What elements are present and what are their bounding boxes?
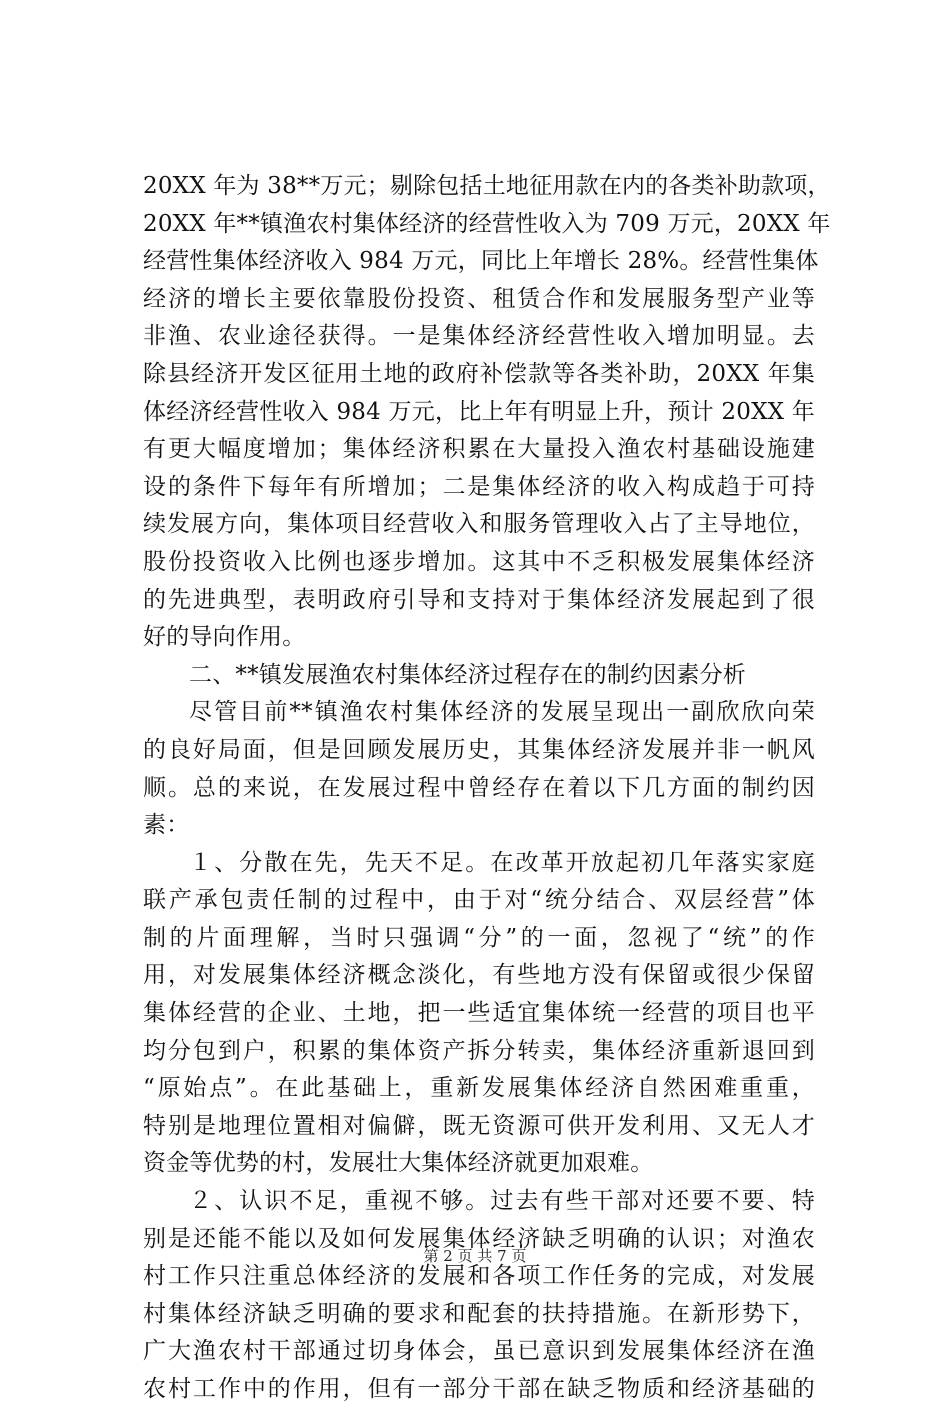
text-line: 村集体经济缺乏明确的要求和配套的扶持措施。在新形势下， xyxy=(143,1300,815,1327)
text-line: 特别是地理位置相对偏僻，既无资源可供开发利用、又无人才 xyxy=(143,1112,815,1139)
text-line: 别是还能不能以及如何发展集体经济缺乏明确的认识；对渔农 xyxy=(143,1225,815,1252)
text-line: 用，对发展集体经济概念淡化，有些地方没有保留或很少保留 xyxy=(143,962,815,989)
text-line: 农村工作中的作用，但有一部分干部在缺乏物质和经济基础的 xyxy=(143,1376,815,1402)
text-line: １、分散在先，先天不足。在改革开放起初几年落实家庭 xyxy=(189,849,815,876)
section-heading: 二、**镇发展渔农村集体经济过程存在的制约因素分析 xyxy=(189,661,746,688)
text-line: 集体经营的企业、土地，把一些适宜集体统一经营的项目也平 xyxy=(143,1000,815,1027)
text-line: 经营性集体经济收入 984 万元，同比上年增长 28%。经营性集体 xyxy=(143,248,819,275)
text-line: 非渔、农业途径获得。一是集体经济经营性收入增加明显。去 xyxy=(143,323,815,350)
text-line: 体经济经营性收入 984 万元，比上年有明显上升，预计 20XX 年 xyxy=(143,398,815,425)
text-line: 的先进典型，表明政府引导和支持对于集体经济发展起到了很 xyxy=(143,586,815,613)
text-line: 有更大幅度增加；集体经济积累在大量投入渔农村基础设施建 xyxy=(143,436,815,463)
text-line: 制的片面理解，当时只强调“分”的一面，忽视了“统”的作 xyxy=(143,924,815,951)
text-line: “原始点”。在此基础上，重新发展集体经济自然困难重重， xyxy=(143,1075,815,1102)
text-line: 资金等优势的村，发展壮大集体经济就更加艰难。 xyxy=(143,1150,654,1177)
text-line: 尽管目前**镇渔农村集体经济的发展呈现出一副欣欣向荣 xyxy=(189,699,815,726)
page-number-footer: 第 2 页 共 7 页 xyxy=(423,1247,527,1265)
text-line: ２、认识不足，重视不够。过去有些干部对还要不要、特 xyxy=(189,1188,815,1215)
text-line: 村工作只注重总体经济的发展和各项工作任务的完成，对发展 xyxy=(143,1263,815,1290)
text-line: 股份投资收入比例也逐步增加。这其中不乏积极发展集体经济 xyxy=(143,548,815,575)
text-line: 设的条件下每年有所增加；二是集体经济的收入构成趋于可持 xyxy=(143,473,815,500)
text-line: 广大渔农村干部通过切身体会，虽已意识到发展集体经济在渔 xyxy=(143,1338,815,1365)
text-line: 均分包到户，积累的集体资产拆分转卖，集体经济重新退回到 xyxy=(143,1037,815,1064)
text-line: 除县经济开发区征用土地的政府补偿款等各类补助，20XX 年集 xyxy=(143,360,815,387)
text-line: 20XX 年为 38**万元；剔除包括土地征用款在内的各类补助款项， xyxy=(143,173,831,199)
text-line: 好的导向作用。 xyxy=(143,624,306,651)
text-line: 联产承包责任制的过程中，由于对“统分结合、双层经营”体 xyxy=(143,887,815,914)
text-line: 顺。总的来说，在发展过程中曾经存在着以下几方面的制约因 xyxy=(143,774,815,801)
document-body xyxy=(143,168,831,1409)
text-line: 续发展方向，集体项目经营收入和服务管理收入占了主导地位， xyxy=(143,511,815,538)
text-line: 20XX 年**镇渔农村集体经济的经营性收入为 709 万元，20XX 年 xyxy=(143,210,831,237)
text-line: 素： xyxy=(143,812,190,839)
text-line: 经济的增长主要依靠股份投资、租赁合作和发展服务型产业等 xyxy=(143,285,815,312)
text-line: 的良好局面，但是回顾发展历史，其集体经济发展并非一帆风 xyxy=(143,736,815,763)
